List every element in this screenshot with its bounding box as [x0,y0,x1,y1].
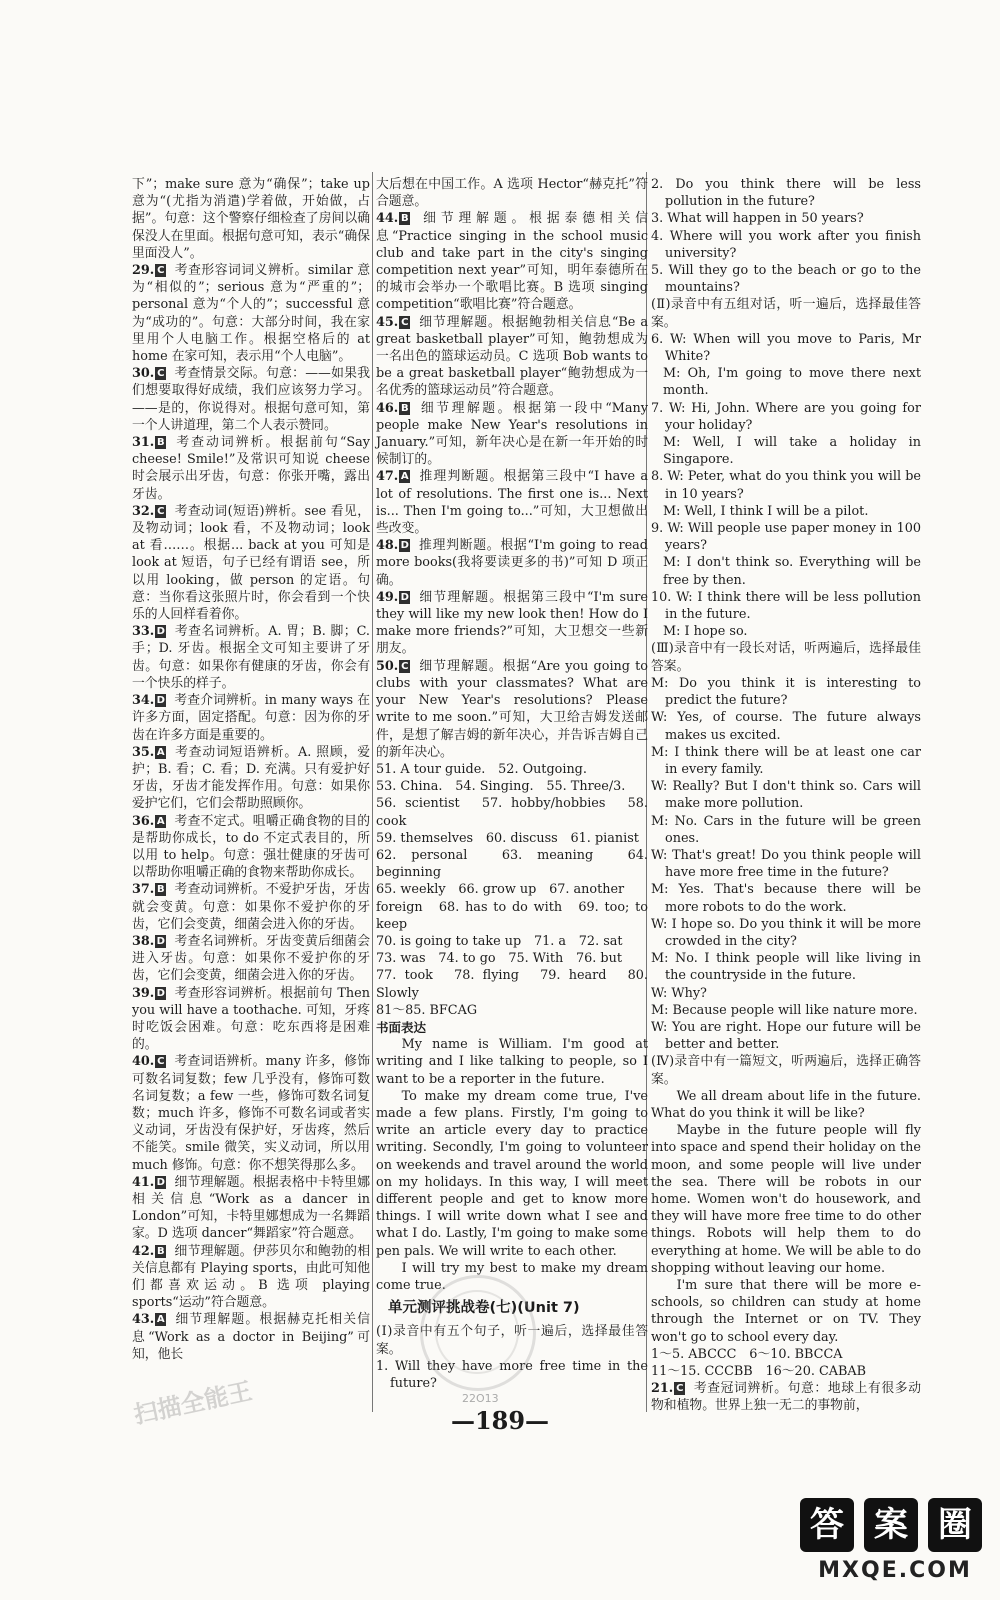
explanation-text: 细节理解题。根据第一段中“Many people make New Year's resolutions in January.”可知，新年决心是在新一年开始的时候制订的。 [376,400,648,468]
explanation-text: 考查动词短语辨析。A. 照顾，爱护；B. 看；C. 看；D. 充满。只有爱护好牙齿，牙齿才能发挥作用。句意：如果你爱护它们，它们会帮助照顾你。 [132,744,370,812]
answer-letter-badge: B [156,1245,165,1257]
answer-item [132,1243,370,1312]
answer-item [132,365,370,434]
page-number: —189— [450,1406,550,1435]
text-line: (Ⅳ)录音中有一篇短文，听两遍后，选择正确答案。 [651,1054,921,1087]
question-number: 35. [132,744,155,760]
question-number: 47. [376,469,399,485]
answer-letter-badge: A [400,471,409,483]
listening-line: 10. W: I think there will be less pollution in the future. [651,589,921,623]
answer-letter-badge: C [401,316,409,328]
answer-item [132,1053,370,1173]
essay-paragraph: I will try my best to make my dream come true. [376,1260,648,1293]
answer-letter-badge: C [157,265,165,277]
question-number: 34. [132,693,155,709]
answer-item [376,537,648,589]
text-line: (Ⅱ)录音中有五组对话，听一遍后，选择最佳答案。 [651,297,921,330]
question-number: 29. [132,263,155,279]
answer-item [132,434,370,503]
listening-line: M: No. I think people will like living in the countryside in the future. [651,951,921,984]
answer-item [132,1311,370,1363]
explanation-text: 考查名词辨析。A. 胃；B. 脚；C. 手；D. 牙齿。根据全文可知主要讲了牙齿。句意：如果你有健康的牙齿，你会有一个快乐的样子。 [132,624,370,691]
listening-line: 9. W: Will people use paper money in 100 years? [651,521,921,554]
explanation-text: 细节理解题。根据泰德相关信息“Practice singing in the school music club and take part in the city's singing competition next year”可知，明年泰德所在的城市会举办一个歌唱比赛。B 选项 singing competition“歌唱比赛”符合题意。 [376,211,648,313]
answer-item [376,589,648,658]
question-number: 45. [376,314,399,330]
answer-letter-badge: B [400,402,409,414]
explanation-text: 细节理解题。根据赫克托相关信息“Work as a doctor in Beijing”可知，他长 [132,1312,370,1362]
listening-line: W: Really? But I don't think so. Cars will make more pollution. [651,779,921,812]
listening-line: M: Do you think it is interesting to predict the future? [651,675,921,709]
answer-item [132,623,370,692]
dialogue-reply: M: I don't think so. Everything will be free by then. [663,555,921,588]
answer-item [376,210,648,313]
answer-letter-badge: D [156,987,165,999]
explanation-text: 考查词语辨析。many 许多，修饰可数名词复数；few 几乎没有，修饰可数名词复数；a few 一些，修饰可数名词复数；much 许多，修饰不可数名词或者实义动词，牙齿没有保护好，牙齿疼，然后不能笑。smile 微笑，实义动词，所以用 much 修饰。句意：你不想笑得那么多。 [132,1054,370,1173]
text-line: 下”；make sure 意为“确保”；take up 意为“(尤指为消遣)学着做，开始做，占据”。句意：这个警察仔细检查了房间以确保没人在里面。根据句意可知，表示“确保里面没人”。 [132,177,370,261]
listening-line: W: I hope so. Do you think it will be more crowded in the city? [651,916,921,949]
listening-line: 7. W: Hi, John. Where are you going for your holiday? [651,400,921,433]
dialogue-reply: M: Well, I will take a holiday in Singapore. [663,435,921,468]
explanation-text: 考查形容词词义辨析。similar 意为“相似的”；serious 意为“严重的”；personal 意为“个人的”；successful 意为“成功的”。句意：大部分时间，我在家里用个人电脑工作。根据空格后的 at home 在家可知，表示用“个人电脑”。 [132,263,370,365]
answer-letter-badge: B [156,884,165,896]
essay-paragraph: My name is William. I'm good at writing and I like talking to people, so I want to be a reporter in the future. [376,1037,648,1087]
answer-item [132,503,370,623]
listening-line: M: No. Cars in the future will be green ones. [651,813,921,846]
answer-letter-badge: C [401,660,409,672]
answer-item [132,692,370,744]
listening-line: 8. W: Peter, what do you think you will be in 10 years? [651,469,921,502]
listening-line: M: Yes. That's because there will be more robots to do the work. [651,882,921,915]
answer-item [132,744,370,813]
explanation-text: 细节理解题。根据“Are you going to clubs with your classmates? What are your New Year's resolutions? Please write to me soon.”可知，大卫给吉姆发送邮件，是想了解吉姆的新年决心，并告诉吉姆自己的新年决心。 [376,658,648,760]
essay-paragraph: To make my dream come true, I've made a few plans. Firstly, I'm going to write an article every day to practice writing. Secondly, I'm going to volunteer on weekends and travel around the world on my holidays. In this way, I will meet different people and get to know more things. I will write down what I see and what I do. Lastly, I'm going to make some pen pals. We will write to each other. [376,1088,648,1259]
question-number: 44. [376,211,399,227]
explanation-text: 考查介词辨析。in many ways 在许多方面，固定搭配。句意：因为你的牙齿在许多方面是重要的。 [132,693,370,743]
answer-item [132,262,370,365]
question-number: 38. [132,933,155,949]
answer-letter-badge: C [157,368,165,380]
question-number: 40. [132,1054,155,1070]
answer-letter-badge: D [156,1176,165,1188]
question-number: 43. [132,1312,155,1328]
text-line: (Ⅲ)录音中有一段长对话，听两遍后，选择最佳答案。 [651,641,921,674]
question-number: 33. [132,624,155,640]
question-number: 41. [132,1174,155,1190]
explanation-text: 细节理解题。伊莎贝尔和鲍勃的相关信息都有 Playing sports，由此可知他们都喜欢运动。B 选项 playing sports“运动”符合题意。 [132,1243,370,1311]
question-number: 31. [132,435,155,451]
answer-letter-badge: D [400,540,409,552]
logo-char: 圈 [928,1498,982,1552]
listening-line: W: Why? [651,985,707,1001]
section-subheading: 书面表达 [376,1019,427,1035]
answer-item [651,1380,921,1414]
column-divider [372,172,373,1412]
section-heading: 单元测评挑战卷(七)(Unit 7) [388,1300,580,1317]
text-line: foreign 68. has to do with 69. too; to keep [376,899,648,932]
listening-line: W: That's great! Do you think people will have more free time in the future? [651,847,921,881]
answer-letter-badge: B [156,437,165,449]
answer-letter-badge: C [676,1383,684,1395]
explanation-text: 细节理解题。根据第三段中“I'm sure they will like my new look then! How do I make more friends?”可知，大卫想交一些新朋友。 [376,589,648,657]
question-number: 32. [132,503,155,519]
text-line: 1～5. ABCCC 6～10. BBCCA [651,1346,843,1362]
answer-letter-badge: C [157,505,165,517]
question-number: 21. [651,1381,674,1397]
answer-item [132,881,370,933]
text-line: 77. took 78. flying 79. heard 80. Slowly [376,968,648,1001]
listening-line: 4. Where will you work after you finish university? [651,228,921,261]
text-line: 53. China. 54. Singing. 55. Three/3. [376,779,626,795]
logo-char: 答 [800,1498,854,1552]
listening-line: 5. Will they go to the beach or go to the mountains? [651,263,921,296]
dialogue-reply: M: Well, I think I will be a pilot. [663,503,869,519]
answer-item [376,658,648,761]
answer-letter-badge: A [156,746,165,758]
answer-letter-badge: A [156,1314,165,1326]
answer-letter-badge: B [400,213,409,225]
listening-line: 1. Will they have more free time in the future? [376,1358,648,1392]
text-line: (Ⅰ)录音中有五个句子，听一遍后，选择最佳答案。 [376,1324,648,1357]
essay-paragraph: We all dream about life in the future. What do you think it will be like? [651,1088,921,1121]
question-number: 46. [376,400,399,416]
answer-item [376,468,648,537]
answer-letter-badge: C [157,1056,165,1068]
answer-letter-badge: D [156,695,165,707]
text-line: 81～85. BFCAG [376,1002,478,1018]
explanation-text: 考查情景交际。句意：——如果我们想要取得好成绩，我们应该努力学习。——是的，你说得对。根据句意可知，第一个人讲道理，第二个人表示赞同。 [132,366,370,433]
question-number: 49. [376,589,399,605]
explanation-text: 推理判断题。根据“I'm going to read more books(我将要读更多的书)”可知 D 项正确。 [376,538,648,588]
logo-char: 案 [864,1498,918,1552]
question-number: 37. [132,882,155,898]
text-line: 11～15. CCCBB 16～20. CABAB [651,1364,867,1380]
answer-item [132,985,370,1054]
page-code: 22O13 [462,1392,499,1405]
listening-line: M: Because people will like nature more. [651,1002,918,1018]
text-line: 62. personal 63. meaning 64. beginning [376,847,648,881]
site-logo [800,1498,990,1598]
watermark-stamp [420,1275,536,1391]
explanation-text: 考查不定式。咀嚼正确食物的目的是帮助你成长，to do 不定式表目的，所以用 to help。句意：强壮健康的牙齿可以帮助你咀嚼正确的食物来帮助你成长。 [132,813,370,881]
question-number: 48. [376,538,399,554]
explanation-text: 考查名词辨析。牙齿变黄后细菌会进入牙齿。句意：如果你不爱护你的牙齿，它们会变黄，细菌会进入你的牙齿。 [132,933,370,984]
explanation-text: 考查动词辨析。不爱护牙齿，牙齿就会变黄。句意：如果你不爱护你的牙齿，它们会变黄，细菌会进入你的牙齿。 [132,882,370,932]
listening-line: W: You are right. Hope our future will be better and better. [651,1019,921,1053]
question-number: 30. [132,366,155,382]
explanation-text: 考查形容词辨析。根据前句 Then you will have a toothache. 可知，牙疼时吃饭会困难。句意：吃东西将是困难的。 [132,985,370,1053]
answer-item [132,933,370,985]
listening-line: 6. W: When will you move to Paris, Mr White? [651,331,921,365]
listening-line: W: Yes, of course. The future always makes us excited. [651,710,921,743]
answer-letter-badge: A [156,815,165,827]
explanation-text: 细节理解题。根据鲍勃相关信息“Be a great basketball player”可知，鲍勃想成为一名出色的篮球运动员。C 选项 Bob wants to be a great basketball player“鲍勃想成为一名优秀的篮球运动员”符合题意。 [376,314,648,399]
answer-item [132,1174,370,1243]
answer-item [376,314,648,400]
essay-paragraph: I'm sure that there will be more e-schools, so children can study at home through the Internet or on TV. They won't go to school every day. [651,1278,921,1345]
question-number: 39. [132,985,155,1001]
watermark-text: 扫描全能王 [131,1376,255,1430]
dialogue-reply: M: Oh, I'm going to move there next month. [663,366,921,399]
explanation-text: 考查动词(短语)辨析。see 看见，及物动词；look 看，不及物动词；look at 看……。根据... back at you 可知是 look at 短语，句子已经有谓语 see，所以用 looking，做 person 的定语。句意：当你看这张照片时，你会看到一个快乐的人回样看着你。 [132,503,370,623]
explanation-text: 考查动词辨析。根据前句“Say cheese! Smile!”及常识可知说 cheese 时会展示出牙齿，句意：你张开嘴，露出牙齿。 [132,435,370,502]
logo-site-text: MXQE.COM [818,1558,972,1583]
question-number: 50. [376,658,399,674]
listening-line: 2. Do you think there will be less pollution in the future? [651,177,921,210]
essay-paragraph: Maybe in the future people will fly into space and spend their holiday on the moon, and some people will live under the sea. There will be robots in our home. Women won't do housework, and they will have more free time to do other things. Robots will help them to do everything at home. We will be able to do shopping without leaving our home. [651,1123,921,1276]
answer-letter-badge: D [400,591,409,603]
question-number: 42. [132,1243,155,1259]
listening-line: M: I think there will be at least one car in every family. [651,744,921,777]
dialogue-reply: M: I hope so. [663,624,748,640]
text-line: 56. scientist 57. hobby/hobbies 58. cook [376,796,648,829]
text-line: 65. weekly 66. grow up 67. another [376,882,625,898]
listening-line: 3. What will happen in 50 years? [651,211,864,227]
answer-letter-badge: D [156,935,165,947]
column-right [651,176,921,1415]
text-line: 51. A tour guide. 52. Outgoing. [376,761,587,777]
text-line: 70. is going to take up 71. a 72. sat [376,933,623,949]
question-number: 36. [132,813,155,829]
text-line: 73. was 74. to go 75. With 76. but [376,951,623,967]
text-line: 大后想在中国工作。A 选项 Hector“赫克托”符合题意。 [376,177,648,210]
answer-item [132,813,370,882]
explanation-text: 推理判断题。根据第三段中“I have a lot of resolutions. The first one is... Next is... Then I'm going to...”可知，大卫想做出些改变。 [376,469,648,537]
explanation-text: 考查冠词辨析。句意：地球上有很多动物和植物。世界上独一无二的事物前， [651,1381,921,1414]
explanation-text: 细节理解题。根据表格中卡特里娜相关信息“Work as a dancer in London”可知，卡特里娜想成为一名舞蹈家。D 选项 dancer“舞蹈家”符合题意。 [132,1174,370,1242]
answer-item [376,400,648,469]
answer-letter-badge: D [156,626,165,638]
column-left [132,176,370,1363]
column-middle [376,176,648,1392]
text-line: 59. themselves 60. discuss 61. pianist [376,830,639,846]
